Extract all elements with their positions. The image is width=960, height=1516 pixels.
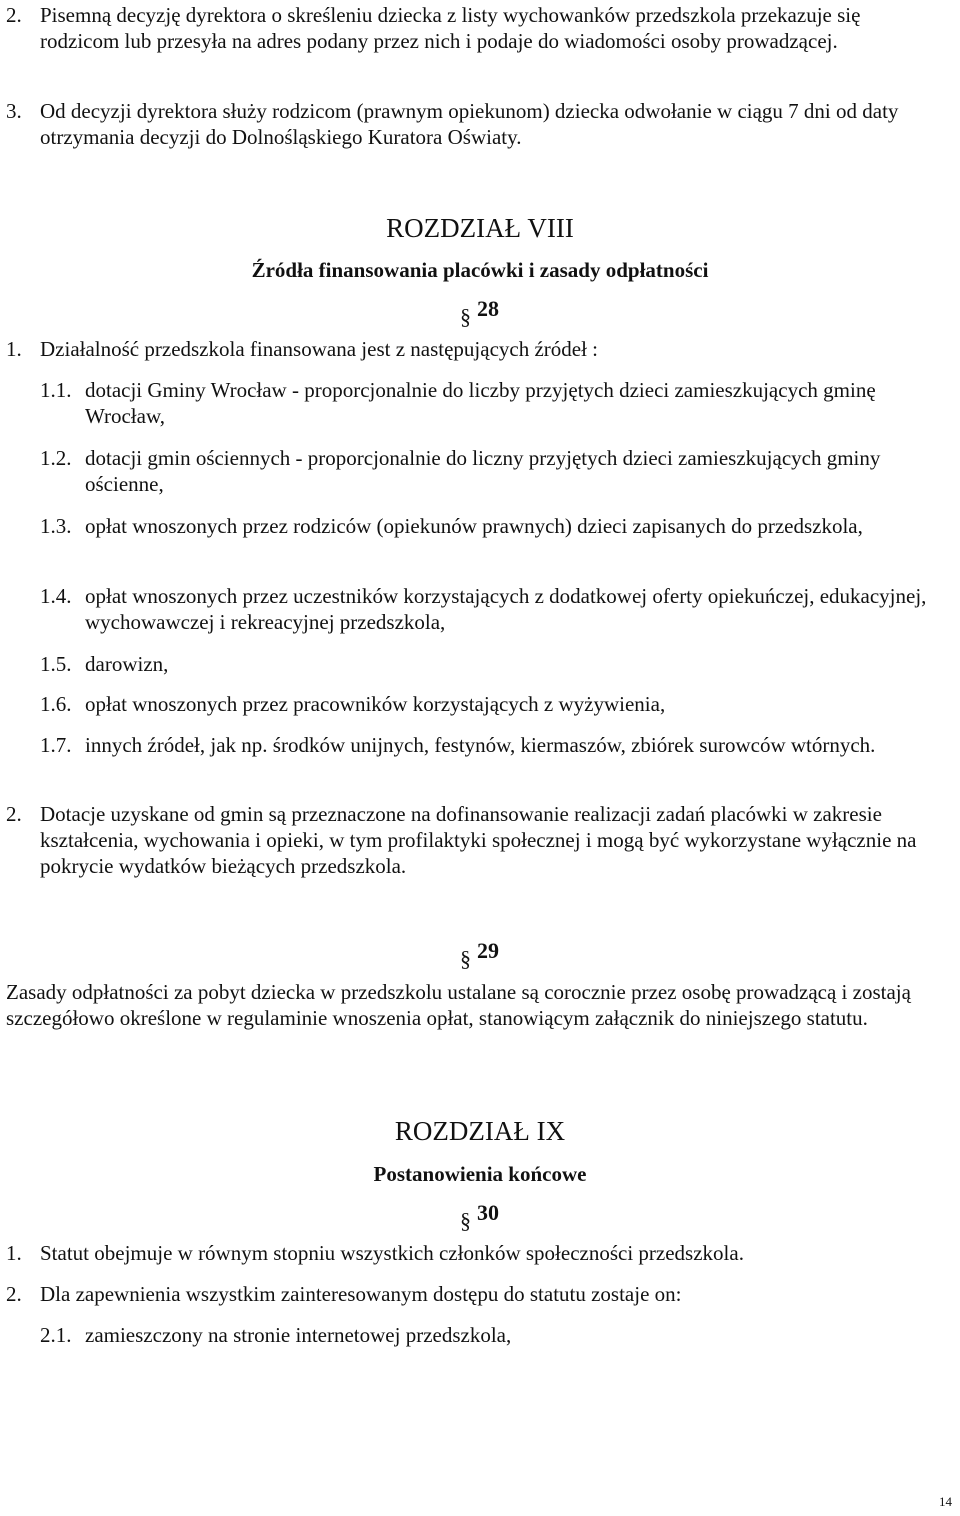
sub-item-text: dotacji Gminy Wrocław - proporcjonalnie do liczby przyjętych dzieci zamieszkujących gminę Wrocław, [85, 378, 876, 428]
section-heading-30 [460, 1200, 499, 1233]
list-item-number: 2. [6, 1282, 22, 1306]
sub-item-1-3 [40, 513, 945, 539]
list-item-text: Pisemną decyzję dyrektora o skreśleniu dziecka z listy wychowanków przedszkola przekazuje się rodzicom lub przesyła na adres podany przez nich i podaje do wiadomości osoby prowadzącej. [40, 3, 861, 53]
sub-item-1-5 [40, 651, 945, 677]
sub-item-2-1 [40, 1322, 945, 1348]
list-item-1 [6, 336, 936, 362]
section-heading-28 [460, 296, 499, 329]
sub-item-text: innych źródeł, jak np. środków unijnych, festynów, kiermaszów, zbiórek surowców wtórnych. [85, 733, 876, 757]
sub-item-1-1 [40, 377, 945, 429]
page-number: 14 [939, 1494, 952, 1509]
list-item-number: 1. [6, 1241, 22, 1265]
list-item-2 [6, 2, 936, 54]
list-item-2 [6, 801, 936, 879]
sub-item-number: 2.1. [40, 1323, 72, 1347]
sub-item-number: 1.4. [40, 584, 72, 608]
section-sign: § [460, 1208, 471, 1233]
sub-item-text: zamieszczony na stronie internetowej przedszkola, [85, 1323, 512, 1347]
section-sign: § [460, 946, 471, 971]
list-item-text: Od decyzji dyrektora służy rodzicom (prawnym opiekunom) dziecka odwołanie w ciągu 7 dni od daty otrzymania decyzji do Dolnośląskiego Kuratora Oświaty. [40, 99, 899, 149]
sub-item-text: opłat wnoszonych przez pracowników korzystających z wyżywienia, [85, 692, 666, 716]
sub-item-text: darowizn, [85, 652, 169, 676]
chapter-title: ROZDZIAŁ VIII [386, 213, 574, 243]
list-item-number: 1. [6, 337, 22, 361]
section-number: 30 [477, 1200, 499, 1225]
sub-item-1-7 [40, 732, 945, 758]
list-item-number: 2. [6, 802, 22, 826]
list-item-2 [6, 1281, 936, 1307]
list-item-text: Statut obejmuje w równym stopniu wszystkich członków społeczności przedszkola. [40, 1241, 744, 1265]
list-item-text: Działalność przedszkola finansowana jest z następujących źródeł : [40, 337, 599, 361]
list-item-3 [6, 98, 936, 150]
sub-item-1-4 [40, 583, 945, 635]
sub-item-1-2 [40, 445, 945, 497]
sub-item-text: opłat wnoszonych przez uczestników korzystających z dodatkowej oferty opiekuńczej, edukacyjnej, wychowawczej i rekreacyjnej przedszkola, [85, 584, 927, 634]
sub-item-number: 1.5. [40, 652, 72, 676]
list-item-text: Dla zapewnienia wszystkim zainteresowanym dostępu do statutu zostaje on: [40, 1282, 682, 1306]
chapter-subtitle: Postanowienia końcowe [373, 1162, 587, 1186]
sub-item-number: 1.3. [40, 514, 72, 538]
sub-item-number: 1.6. [40, 692, 72, 716]
list-item-1 [6, 1240, 936, 1266]
list-item-number: 2. [6, 3, 22, 27]
sub-item-text: opłat wnoszonych przez rodziców (opiekunów prawnych) dzieci zapisanych do przedszkola, [85, 514, 863, 538]
paragraph: Zasady odpłatności za pobyt dziecka w przedszkolu ustalane są corocznie przez osobę prowadzącą i zostają szczegółowo określone w regulaminie wnoszenia opłat, stanowiącym załącznik do niniejszego statutu. [6, 980, 911, 1030]
section-number: 29 [477, 938, 499, 963]
sub-item-text: dotacji gmin ościennych - proporcjonalnie do liczny przyjętych dzieci zamieszkujących gminy ościenne, [85, 446, 881, 496]
chapter-title: ROZDZIAŁ IX [394, 1116, 566, 1146]
chapter-subtitle: Źródła finansowania placówki i zasady odpłatności [251, 258, 709, 282]
sub-item-1-6 [40, 691, 945, 717]
section-number: 28 [477, 296, 499, 321]
sub-item-number: 1.1. [40, 378, 72, 402]
list-item-text: Dotacje uzyskane od gmin są przeznaczone na dofinansowanie realizacji zadań placówki w zakresie kształcenia, wychowania i opieki, w tym profilaktyki społecznej i mogą być wykorzystane wyłącznie na pokrycie wydatków bieżących przedszkola. [40, 802, 917, 878]
sub-item-number: 1.2. [40, 446, 72, 470]
sub-item-number: 1.7. [40, 733, 72, 757]
list-item-number: 3. [6, 99, 22, 123]
section-heading-29 [460, 938, 499, 971]
section-sign: § [460, 304, 471, 329]
